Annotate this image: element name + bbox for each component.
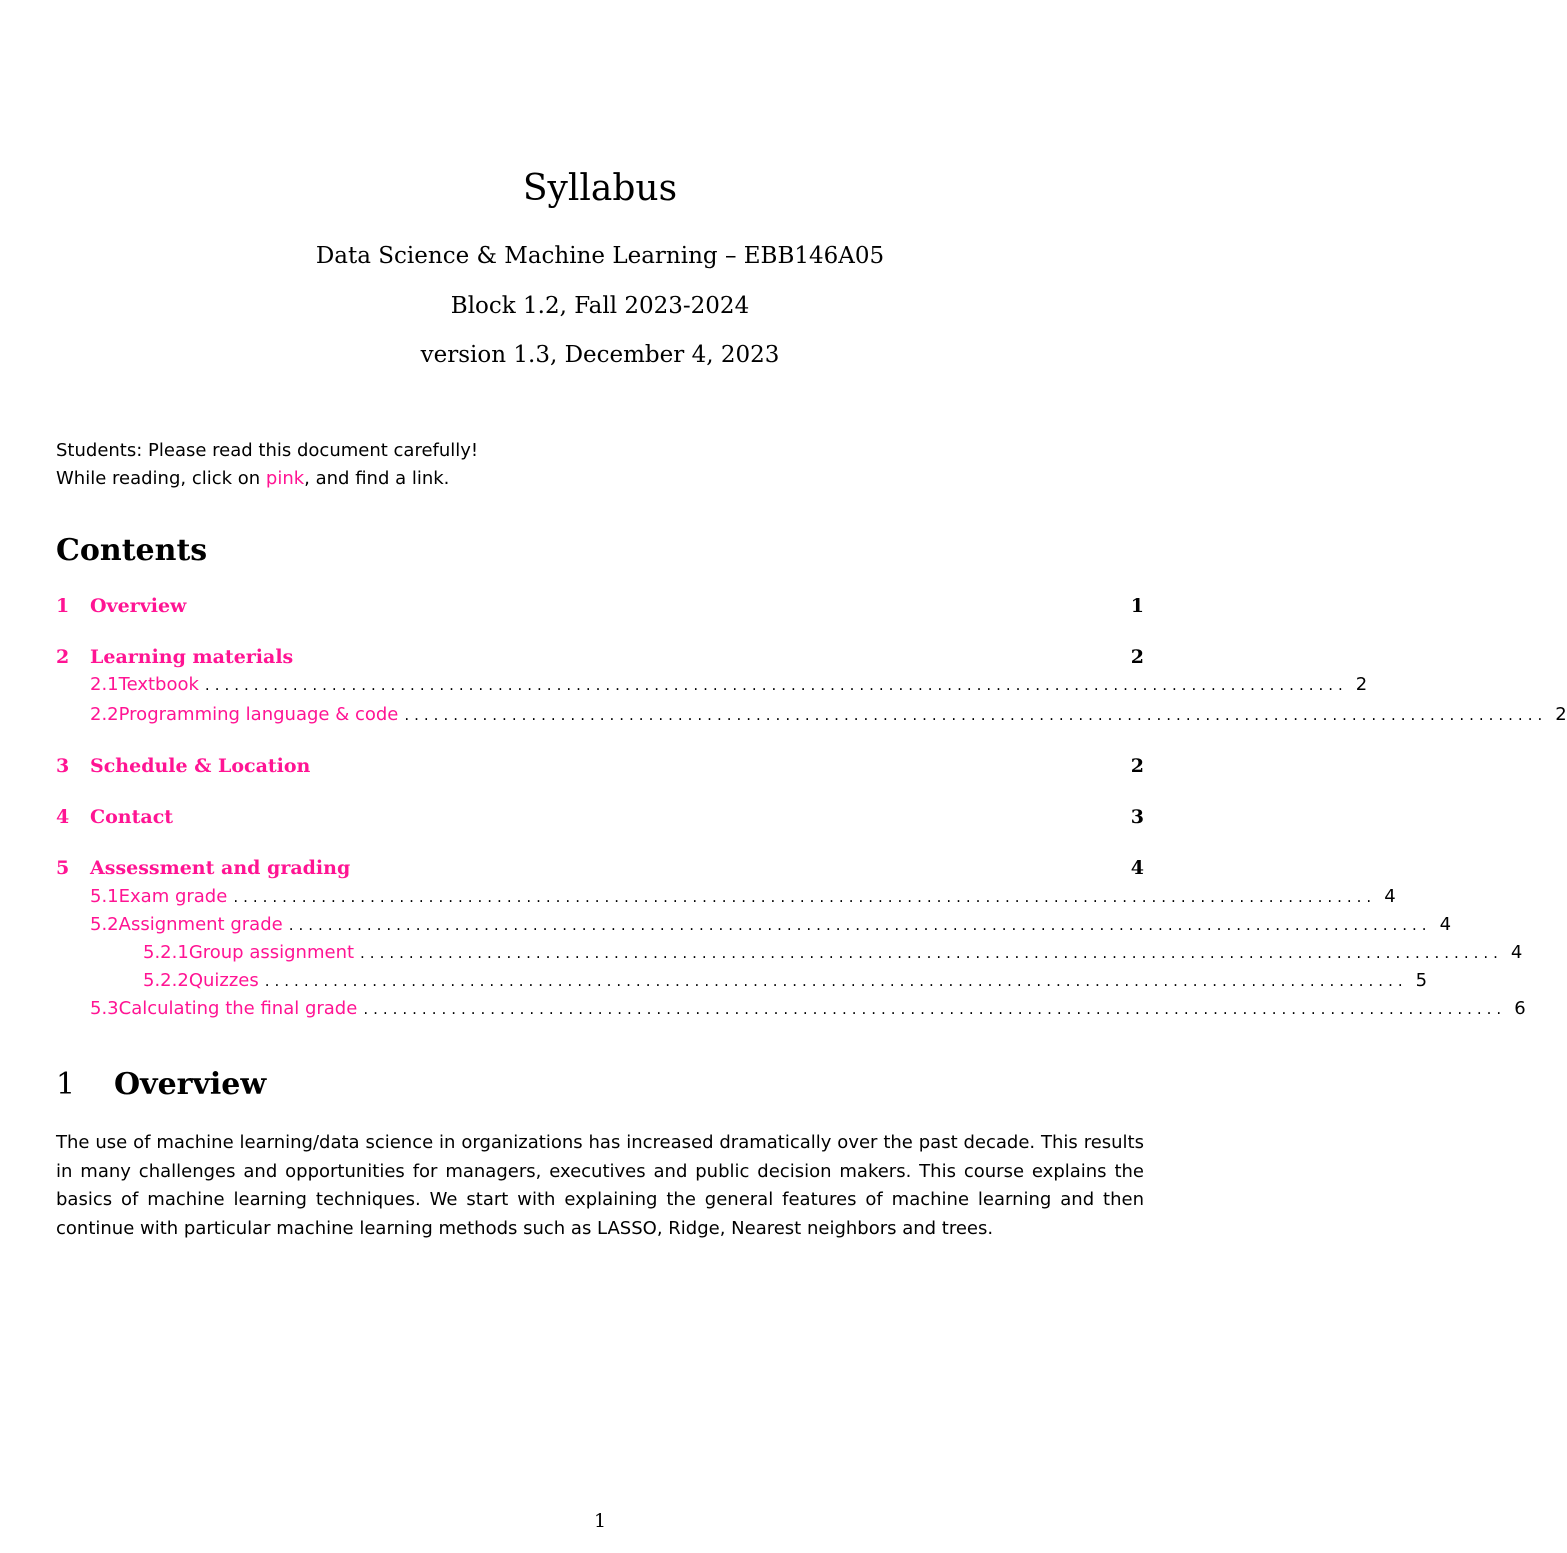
toc-title: Group assignment (188, 942, 355, 963)
toc-title: Programming language & code (118, 704, 399, 725)
toc-entry-quizzes[interactable] (56, 970, 1428, 996)
toc-page: 3 (1130, 806, 1144, 828)
toc-leader-dots: ..................................................................................................................... (363, 1000, 1507, 1018)
toc-entry-contact[interactable] (56, 806, 1144, 832)
toc-num: 5.2.1 (143, 942, 189, 963)
toc-title: Assessment and grading (90, 857, 351, 879)
section-title: Overview (114, 1067, 267, 1102)
toc-page: 5 (1415, 970, 1428, 991)
toc-page: 6 (1514, 998, 1526, 1019)
toc-num: 2.2 (90, 704, 119, 725)
toc-title: Overview (90, 595, 187, 617)
contents-heading: Contents (56, 533, 208, 568)
notice-prefix: While reading, click on (56, 468, 266, 489)
pink-link[interactable]: pink (265, 468, 305, 489)
toc-entry-exam-grade[interactable] (56, 886, 1396, 912)
toc-leader-dots: ..................................................................................................................... (233, 888, 1377, 906)
toc-page: 2 (1130, 646, 1144, 668)
toc-num: 1 (56, 595, 70, 617)
toc-page: 4 (1130, 857, 1144, 879)
toc-num: 2.1 (90, 674, 119, 695)
toc-num: 5.3 (90, 998, 119, 1019)
toc-num: 4 (56, 806, 70, 828)
toc-title: Contact (90, 806, 174, 828)
toc-title: Learning materials (90, 646, 294, 668)
toc-leader-dots: ..................................................................................................................... (360, 944, 1503, 962)
overview-paragraph: The use of machine learning/data science in organizations has increased dramatically over the past decade. This results in many challenges and opportunities for managers, executives and public decision makers. This course explains the basics of machine learning techniques. We start with explaining the general features of machine learning and then continue with particular machine learning methods such as LASSO, Ridge, Nearest neighbors and trees. (56, 1132, 1144, 1239)
toc-title: Textbook (118, 674, 199, 695)
toc-leader-dots: ..................................................................................................................... (204, 676, 1348, 694)
toc-entry-schedule-location[interactable] (56, 755, 1144, 781)
toc-title: Schedule & Location (90, 755, 311, 777)
toc-num: 5.2 (90, 914, 119, 935)
toc-entry-overview[interactable] (56, 595, 1144, 621)
toc-entry-group-assignment[interactable] (56, 942, 1523, 968)
toc-num: 2 (56, 646, 70, 668)
toc-title: Exam grade (118, 886, 228, 907)
version-date: version 1.3, December 4, 2023 (420, 342, 780, 368)
toc-entry-assessment-grading[interactable] (56, 857, 1144, 883)
toc-page: 1 (1130, 595, 1144, 617)
toc-title: Quizzes (188, 970, 259, 991)
course-name: Data Science & Machine Learning – EBB146A05 (315, 243, 885, 269)
section-overview-heading (56, 1067, 266, 1102)
toc-page: 2 (1555, 704, 1567, 725)
toc-title: Assignment grade (118, 914, 283, 935)
section-number: 1 (56, 1067, 76, 1102)
notice-suffix: , and find a link. (304, 468, 450, 489)
toc-page: 4 (1439, 914, 1452, 935)
notice-line-1: Students: Please read this document carefully! (56, 440, 479, 461)
toc-num: 5.2.2 (143, 970, 189, 991)
toc-entry-programming-language[interactable] (56, 704, 1567, 730)
toc-leader-dots: ..................................................................................................................... (288, 916, 1432, 934)
toc-num: 5.1 (90, 886, 119, 907)
block-term: Block 1.2, Fall 2023-2024 (450, 293, 750, 319)
toc-num: 3 (56, 755, 70, 777)
toc-leader-dots: ..................................................................................................................... (264, 972, 1408, 990)
toc-entry-learning-materials[interactable] (56, 646, 1144, 672)
toc-title: Calculating the final grade (118, 998, 358, 1019)
toc-page: 4 (1384, 886, 1396, 907)
toc-entry-final-grade[interactable] (56, 998, 1526, 1024)
toc-entry-textbook[interactable] (56, 674, 1368, 700)
toc-entry-assignment-grade[interactable] (56, 914, 1452, 940)
toc-leader-dots: ..................................................................................................................... (404, 706, 1548, 724)
toc-page: 2 (1130, 755, 1144, 777)
document-title: Syllabus (522, 168, 678, 209)
toc-num: 5 (56, 857, 70, 879)
toc-page: 4 (1510, 942, 1523, 963)
notice-line-2 (56, 468, 449, 489)
toc-page: 2 (1355, 674, 1368, 695)
page-number: 1 (593, 1510, 607, 1532)
